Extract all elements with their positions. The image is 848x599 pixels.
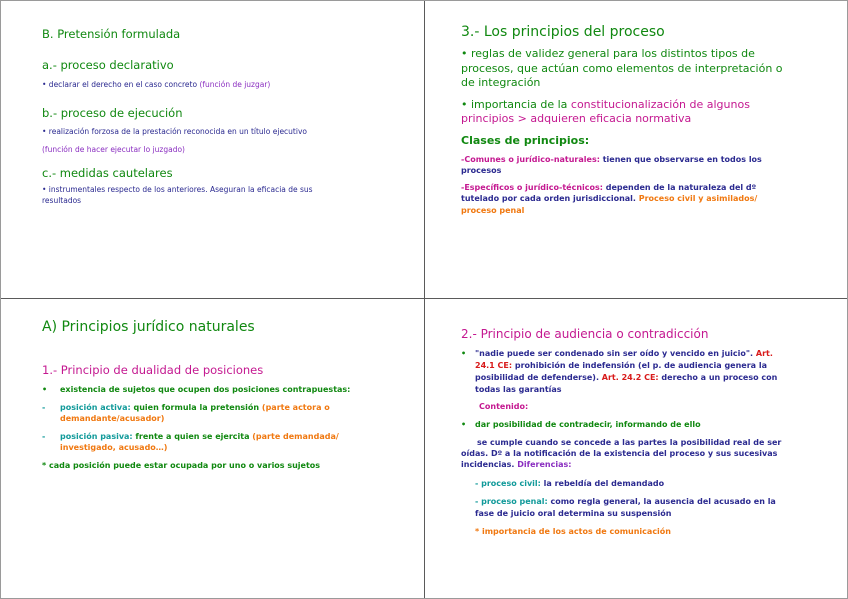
- bullet-reglas-line2: procesos, que actúan como elementos de interpretación o: [461, 62, 783, 75]
- slide-title: 3.- Los principios del proceso: [461, 24, 665, 40]
- posicion-pasiva-line1: - posición pasiva: frente a quien se ejercita (parte demandada/: [42, 432, 339, 441]
- posicion-activa-line2: demandante/acusador): [60, 414, 165, 423]
- especificos-line3: proceso penal: [461, 206, 525, 215]
- contenido-label: Contenido:: [479, 402, 529, 411]
- slide-title: 2.- Principio de audiencia o contradicción: [461, 327, 709, 341]
- quote-line3: posibilidad de defenderse). Art. 24.2 CE: derecho a un proceso con: [475, 373, 778, 382]
- slide-title: B. Pretensión formulada: [42, 27, 181, 41]
- quote-line1: • "nadie puede ser condenado sin ser oído y vencido en juicio". Art.: [461, 349, 773, 358]
- cumple-line2: oídas. Dº a la notificación de la existencia del proceso y sus sucesivas: [461, 449, 778, 458]
- heading-proceso-ejecucion: b.- proceso de ejecución: [42, 106, 183, 120]
- clases-heading: Clases de principios:: [461, 134, 590, 147]
- quote-line4: todas las garantías: [475, 385, 562, 394]
- bullet-dar-posibilidad: • dar posibilidad de contradecir, informando de ello: [461, 420, 701, 429]
- bullet-ejecucion: • realización forzosa de la prestación reconocida en un título ejecutivo: [42, 127, 307, 136]
- heading-proceso-declarativo: a.- proceso declarativo: [42, 58, 174, 72]
- proceso-penal-line1: - proceso penal: como regla general, la ausencia del acusado en la: [475, 497, 776, 506]
- comunes-line2: procesos: [461, 166, 502, 175]
- bullet-cautelares-line1: • instrumentales respecto de los anteriores. Aseguran la eficacia de sus: [42, 185, 313, 194]
- bullet-reglas-line3: de integración: [461, 76, 541, 89]
- posicion-activa-line1: - posición activa: quien formula la pretensión (parte actora o: [42, 403, 330, 412]
- quote-line2: 24.1 CE: prohibición de indefensión (el p. de audiencia genera la: [475, 361, 767, 370]
- slide-subtitle: 1.- Principio de dualidad de posiciones: [42, 363, 264, 377]
- bullet-importancia-line2: principios > adquieren eficacia normativa: [461, 112, 692, 125]
- bullet-dot: •: [42, 385, 48, 394]
- comunes-line1: -Comunes o jurídico-naturales: tienen que observarse en todos los: [461, 155, 762, 164]
- especificos-line2: tutelado por cada orden jurisdiccional. Proceso civil y asimilados/: [461, 194, 758, 203]
- bullet-reglas-line1: • reglas de validez general para los distintos tipos de: [461, 47, 755, 60]
- bullet-declarativo: • declarar el derecho en el caso concreto (función de juzgar): [42, 80, 271, 89]
- cumple-line1: se cumple cuando se concede a las partes la posibilidad real de ser: [477, 438, 782, 447]
- note-ejecucion: (función de hacer ejecutar lo juzgado): [42, 145, 185, 154]
- importancia-actos: * importancia de los actos de comunicación: [475, 527, 671, 536]
- heading-medidas-cautelares: c.- medidas cautelares: [42, 166, 173, 180]
- bullet-cautelares-line2: resultados: [42, 196, 82, 205]
- cumple-line3: incidencias. Diferencias:: [461, 460, 572, 469]
- posicion-pasiva-line2: investigado, acusado…): [60, 443, 168, 452]
- especificos-line1: -Específicos o jurídico-técnicos: dependen de la naturaleza del dº: [461, 183, 757, 192]
- bullet-existencia: • existencia de sujetos que ocupen dos posiciones contrapuestas:: [42, 385, 351, 394]
- note-cada-posicion: * cada posición puede estar ocupada por uno o varios sujetos: [42, 461, 321, 470]
- proceso-civil: - proceso civil: la rebeldía del demandado: [475, 479, 665, 488]
- proceso-penal-line2: fase de juicio oral determina su suspensión: [475, 509, 672, 518]
- bullet-importancia-line1: • importancia de la constitucionalización de algunos: [461, 98, 750, 111]
- slide-title: A) Principios jurídico naturales: [42, 319, 255, 335]
